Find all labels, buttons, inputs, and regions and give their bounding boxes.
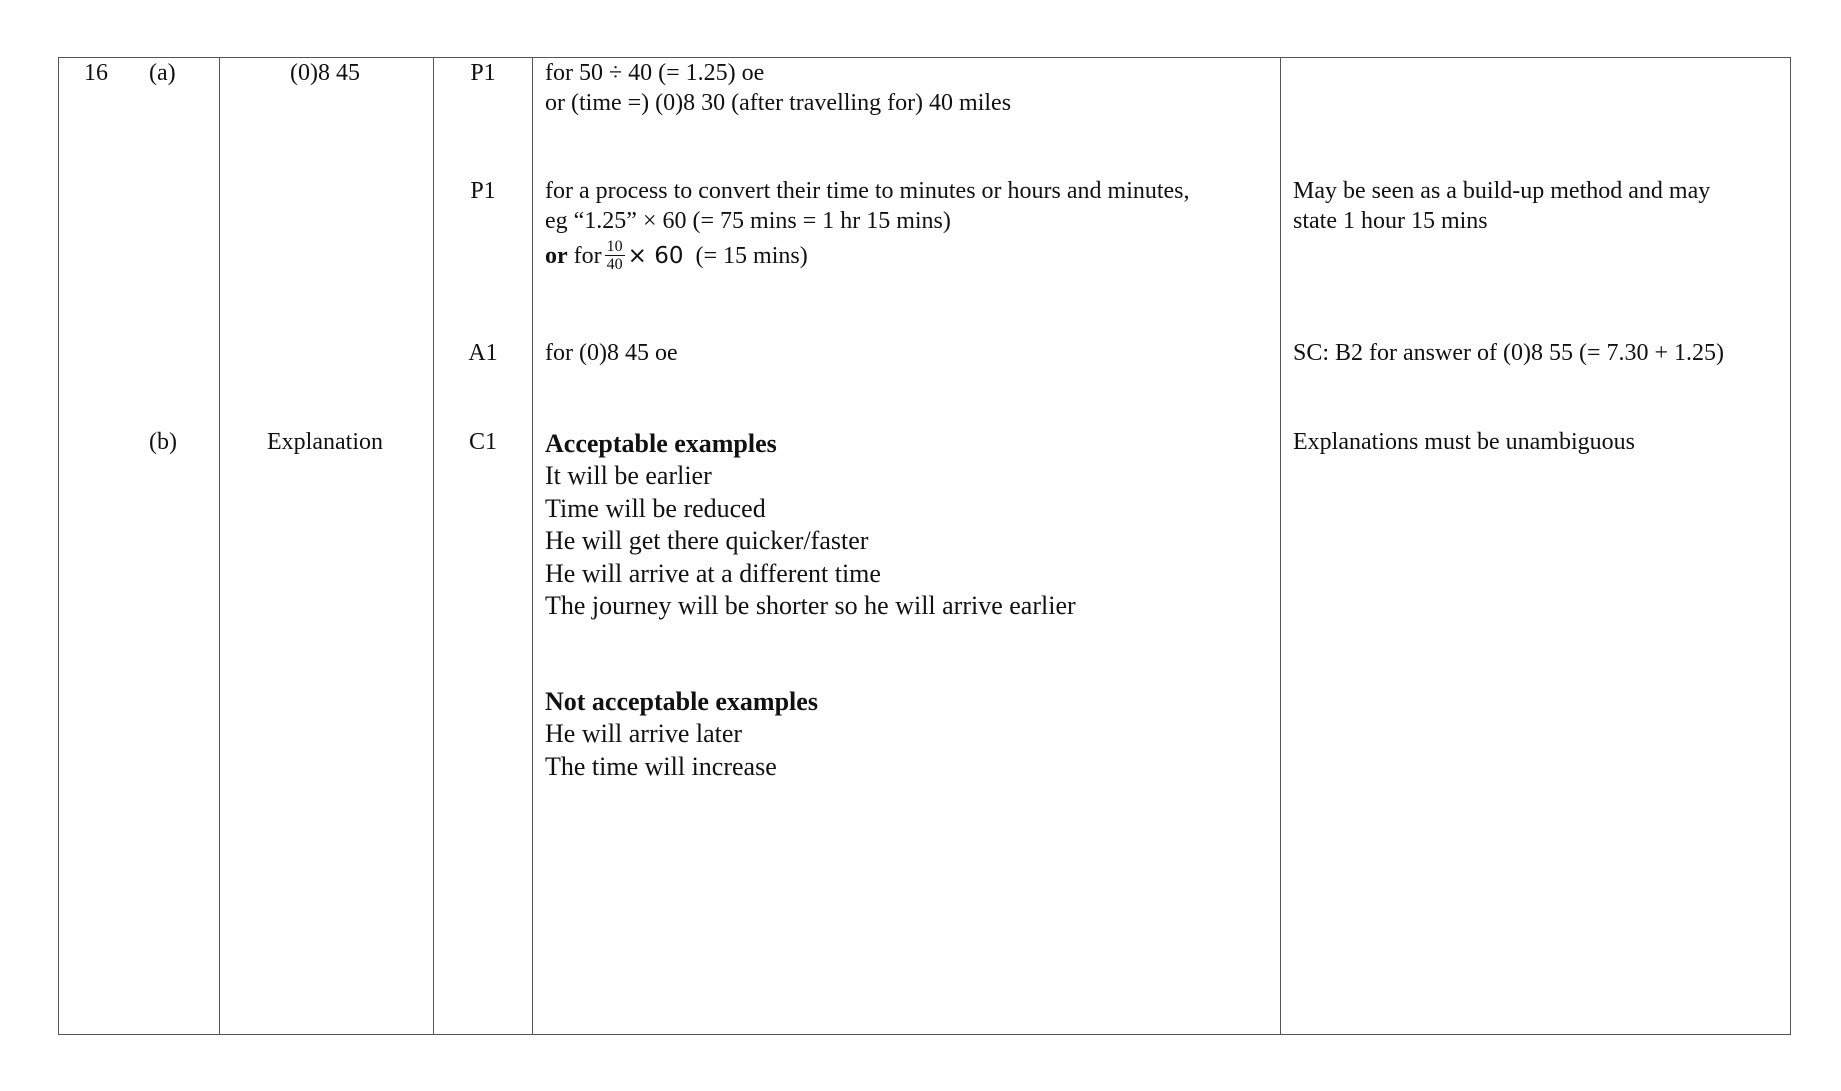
- times-sixty: × 60: [627, 243, 684, 270]
- acceptable-example: Time will be reduced: [545, 494, 766, 523]
- fraction: [605, 238, 625, 273]
- for-keyword: for: [573, 243, 602, 270]
- part-a-answer: (0)8 45: [290, 60, 360, 86]
- guidance-note: state 1 hour 15 mins: [1293, 208, 1488, 234]
- acceptable-example: The journey will be shorter so he will arrive earlier: [545, 591, 1076, 620]
- method-line: eg “1.25” × 60 (= 75 mins = 1 hr 15 mins): [545, 208, 951, 234]
- acceptable-example: He will get there quicker/faster: [545, 526, 869, 555]
- not-acceptable-example: He will arrive later: [545, 719, 743, 748]
- column-divider: [1280, 58, 1281, 1034]
- alt-result: (= 15 mins): [695, 243, 808, 270]
- special-case-note: SC: B2 for answer of (0)8 55 (= 7.30 + 1.25): [1293, 340, 1725, 366]
- acceptable-heading: Acceptable examples: [545, 429, 777, 458]
- mark-code: P1: [470, 60, 496, 86]
- part-b-answer: Explanation: [267, 429, 383, 455]
- method-line: for (0)8 45 oe: [545, 340, 678, 366]
- acceptable-example: He will arrive at a different time: [545, 559, 881, 588]
- part-a-label: (a): [149, 60, 176, 86]
- question-number: 16: [84, 60, 108, 86]
- mark-code: C1: [468, 429, 497, 455]
- method-line: or (time =) (0)8 30 (after travelling for) 40 miles: [545, 90, 1012, 116]
- method-line: for a process to convert their time to minutes or hours and minutes,: [545, 178, 1190, 204]
- mark-code: P1: [470, 178, 496, 204]
- not-acceptable-example: The time will increase: [545, 752, 777, 781]
- method-line: for 50 ÷ 40 (= 1.25) oe: [545, 60, 765, 86]
- guidance-note: May be seen as a build-up method and may: [1293, 178, 1711, 204]
- fraction-numerator: 10: [606, 238, 623, 255]
- alternative-method: [545, 240, 808, 275]
- part-b-label: (b): [149, 429, 177, 455]
- mark-code: A1: [468, 340, 498, 366]
- not-acceptable-heading: Not acceptable examples: [545, 687, 818, 716]
- guidance-note: Explanations must be unambiguous: [1293, 429, 1635, 455]
- column-divider: [219, 58, 220, 1034]
- acceptable-example: It will be earlier: [545, 461, 712, 490]
- or-keyword: or: [545, 243, 568, 270]
- fraction-denominator: 40: [606, 256, 623, 273]
